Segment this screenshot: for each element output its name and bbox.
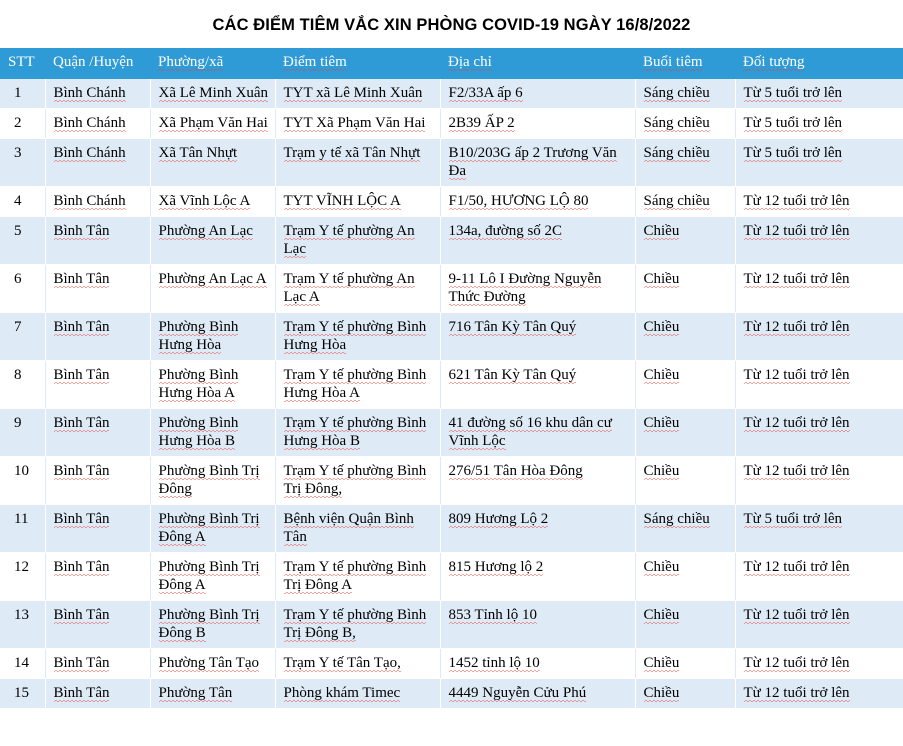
cell-site-text: Trạm Y tế phường Bình Trị Đông B, [283, 607, 427, 642]
cell-stt: 7 [0, 313, 45, 361]
cell-session-text: Chiều [643, 607, 680, 624]
column-header-target [735, 48, 903, 79]
cell-stt: 3 [0, 139, 45, 187]
cell-session-text: Sáng chiều [643, 193, 710, 210]
cell-target-text: Từ 5 tuổi trở lên [743, 145, 843, 162]
cell-district-text: Bình Chánh [53, 115, 126, 132]
cell-ward [150, 79, 275, 109]
cell-address-text: 1452 tỉnh lộ 10 [448, 655, 540, 672]
cell-session [635, 505, 735, 553]
cell-site-text: Trạm Y tế phường Bình Hưng Hòa B [283, 415, 427, 450]
cell-address-text: 809 Hương Lộ 2 [448, 511, 549, 528]
cell-session [635, 265, 735, 313]
table-row [0, 505, 903, 553]
cell-district [45, 217, 150, 265]
cell-district-text: Bình Chánh [53, 145, 126, 162]
cell-address-text: F1/50, HƯƠNG LỘ 80 [448, 193, 589, 210]
column-header-ward-text: Phường/xã [158, 54, 224, 70]
cell-target [735, 553, 903, 601]
column-header-ward [150, 48, 275, 79]
table-row [0, 217, 903, 265]
cell-site [275, 265, 440, 313]
cell-district-text: Bình Tân [53, 511, 110, 528]
cell-district [45, 649, 150, 679]
cell-target [735, 139, 903, 187]
cell-stt: 10 [0, 457, 45, 505]
cell-ward-text: Xã Lê Minh Xuân [158, 85, 269, 102]
cell-site-text: Trạm Y tế phường Bình Trị Đông A [283, 559, 427, 594]
cell-stt: 4 [0, 187, 45, 217]
cell-target-text: Từ 5 tuổi trở lên [743, 85, 843, 102]
cell-address [440, 109, 635, 139]
cell-district-text: Bình Tân [53, 223, 110, 240]
table-row [0, 679, 903, 709]
cell-ward [150, 457, 275, 505]
cell-site [275, 109, 440, 139]
cell-site [275, 409, 440, 457]
cell-site [275, 457, 440, 505]
cell-ward-text: Xã Tân Nhựt [158, 145, 238, 162]
cell-ward-text: Phường An Lạc [158, 223, 253, 240]
cell-target-text: Từ 12 tuổi trở lên [743, 271, 850, 288]
table-row [0, 265, 903, 313]
cell-stt: 11 [0, 505, 45, 553]
cell-stt: 15 [0, 679, 45, 709]
cell-ward [150, 217, 275, 265]
cell-ward-text: Phường Bình Hưng Hòa A [158, 367, 239, 402]
cell-session-text: Sáng chiều [643, 511, 710, 528]
cell-session-text: Sáng chiều [643, 115, 710, 132]
cell-session-text: Chiều [643, 223, 680, 240]
cell-site [275, 505, 440, 553]
cell-address-text: 276/51 Tân Hòa Đông [448, 463, 583, 480]
cell-address-text: 2B39 ẤP 2 [448, 115, 515, 132]
cell-ward-text: Phường Bình Hưng Hòa B [158, 415, 239, 450]
cell-ward [150, 409, 275, 457]
table-row [0, 601, 903, 649]
cell-site [275, 217, 440, 265]
cell-session [635, 601, 735, 649]
cell-address-text: 41 đường số 16 khu dân cư Vĩnh Lộc [448, 415, 612, 450]
cell-ward [150, 553, 275, 601]
cell-target [735, 361, 903, 409]
cell-session [635, 679, 735, 709]
cell-target [735, 79, 903, 109]
cell-district-text: Bình Tân [53, 655, 110, 672]
cell-target-text: Từ 12 tuổi trở lên [743, 607, 850, 624]
cell-site [275, 361, 440, 409]
cell-address [440, 361, 635, 409]
cell-session-text: Chiều [643, 271, 680, 288]
cell-site-text: Trạm Y tế phường Bình Hưng Hòa A [283, 367, 427, 402]
cell-session-text: Chiều [643, 685, 680, 702]
cell-target [735, 601, 903, 649]
cell-target-text: Từ 12 tuổi trở lên [743, 685, 850, 702]
cell-session [635, 457, 735, 505]
cell-session [635, 649, 735, 679]
cell-stt: 8 [0, 361, 45, 409]
cell-ward [150, 679, 275, 709]
cell-site-text: Trạm Y tế phường An Lạc [283, 223, 415, 258]
table-row [0, 649, 903, 679]
cell-target-text: Từ 5 tuổi trở lên [743, 511, 843, 528]
cell-target-text: Từ 12 tuổi trở lên [743, 415, 850, 432]
cell-ward [150, 601, 275, 649]
column-header-district: Quận /Huyện [45, 48, 150, 79]
cell-site [275, 553, 440, 601]
cell-ward-text: Phường Tân [158, 685, 233, 702]
cell-district-text: Bình Tân [53, 271, 110, 288]
cell-target-text: Từ 12 tuổi trở lên [743, 367, 850, 384]
cell-session-text: Chiều [643, 655, 680, 672]
cell-ward [150, 505, 275, 553]
cell-ward-text: Phường Tân Tạo [158, 655, 260, 672]
cell-target-text: Từ 12 tuổi trở lên [743, 559, 850, 576]
table-row [0, 361, 903, 409]
cell-site [275, 649, 440, 679]
cell-target [735, 409, 903, 457]
cell-district [45, 313, 150, 361]
cell-site-text: Bệnh viện Quận Bình Tân [283, 511, 414, 546]
cell-site-text: Trạm Y tế phường Bình Trị Đông, [283, 463, 427, 498]
cell-address-text: 134a, đường số 2C [448, 223, 563, 240]
cell-ward [150, 265, 275, 313]
cell-district-text: Bình Chánh [53, 85, 126, 102]
cell-address-text: F2/33A ấp 6 [448, 85, 523, 102]
cell-ward-text: Xã Vĩnh Lộc A [158, 193, 251, 210]
cell-target [735, 505, 903, 553]
cell-address-text: 9-11 Lô I Đường Nguyễn Thức Đường [448, 271, 602, 306]
cell-ward [150, 361, 275, 409]
cell-ward-text: Phường Bình Hưng Hòa [158, 319, 239, 354]
cell-target-text: Từ 12 tuổi trở lên [743, 319, 850, 336]
cell-district-text: Bình Tân [53, 415, 110, 432]
cell-session [635, 409, 735, 457]
cell-address [440, 139, 635, 187]
cell-district-text: Bình Tân [53, 559, 110, 576]
cell-district [45, 679, 150, 709]
cell-target [735, 649, 903, 679]
cell-session [635, 109, 735, 139]
cell-address [440, 217, 635, 265]
cell-district [45, 139, 150, 187]
cell-session-text: Sáng chiều [643, 85, 710, 102]
cell-session [635, 79, 735, 109]
table-header-row [0, 48, 903, 79]
cell-site-text: TYT VĨNH LỘC A [283, 193, 401, 210]
vaccination-sites-table [0, 48, 903, 709]
cell-site-text: Trạm Y tế phường An Lạc A [283, 271, 415, 306]
cell-ward [150, 313, 275, 361]
cell-target [735, 265, 903, 313]
cell-ward-text: Phường Bình Trị Đông [158, 463, 260, 498]
cell-site-text: Phòng khám Timec [283, 685, 401, 702]
cell-target-text: Từ 12 tuổi trở lên [743, 223, 850, 240]
table-body [0, 79, 903, 709]
cell-site-text: TYT xã Lê Minh Xuân [283, 85, 423, 102]
cell-stt: 9 [0, 409, 45, 457]
cell-target [735, 457, 903, 505]
cell-target [735, 313, 903, 361]
cell-session [635, 139, 735, 187]
cell-district [45, 457, 150, 505]
cell-stt: 2 [0, 109, 45, 139]
cell-address [440, 601, 635, 649]
cell-ward-text: Phường Bình Trị Đông B [158, 607, 260, 642]
cell-target-text: Từ 5 tuổi trở lên [743, 115, 843, 132]
cell-district [45, 109, 150, 139]
table-row [0, 139, 903, 187]
cell-target [735, 187, 903, 217]
cell-target-text: Từ 12 tuổi trở lên [743, 463, 850, 480]
column-header-session [635, 48, 735, 79]
cell-site [275, 139, 440, 187]
cell-session-text: Chiều [643, 319, 680, 336]
cell-address [440, 187, 635, 217]
cell-address-text: 4449 Nguyễn Cửu Phú [448, 685, 587, 702]
cell-session-text: Chiều [643, 463, 680, 480]
cell-stt: 14 [0, 649, 45, 679]
table-row [0, 109, 903, 139]
cell-address [440, 679, 635, 709]
cell-session [635, 313, 735, 361]
cell-address-text: B10/203G ấp 2 Trương Văn Đa [448, 145, 617, 180]
cell-address [440, 409, 635, 457]
column-header-address-text: Địa chỉ [448, 54, 492, 70]
cell-district-text: Bình Chánh [53, 193, 126, 210]
cell-site [275, 601, 440, 649]
table-row [0, 187, 903, 217]
table-row [0, 313, 903, 361]
cell-target [735, 679, 903, 709]
column-header-stt: STT [0, 48, 45, 79]
cell-session [635, 217, 735, 265]
cell-district [45, 187, 150, 217]
cell-district-text: Bình Tân [53, 685, 110, 702]
cell-address-text: 815 Hương lộ 2 [448, 559, 544, 576]
table-row [0, 79, 903, 109]
cell-site [275, 79, 440, 109]
table-row [0, 553, 903, 601]
cell-address [440, 457, 635, 505]
column-header-site-text: Điểm tiêm [283, 54, 347, 70]
cell-district-text: Bình Tân [53, 319, 110, 336]
table-row [0, 457, 903, 505]
cell-district [45, 553, 150, 601]
cell-address [440, 79, 635, 109]
cell-session-text: Chiều [643, 367, 680, 384]
column-header-target-text: Đối tượng [743, 54, 805, 70]
cell-site-text: Trạm y tế xã Tân Nhựt [283, 145, 421, 162]
cell-district-text: Bình Tân [53, 607, 110, 624]
cell-ward [150, 187, 275, 217]
cell-stt: 6 [0, 265, 45, 313]
cell-district-text: Bình Tân [53, 367, 110, 384]
cell-stt: 1 [0, 79, 45, 109]
cell-district [45, 505, 150, 553]
cell-address [440, 505, 635, 553]
cell-district [45, 361, 150, 409]
cell-address [440, 265, 635, 313]
cell-stt: 13 [0, 601, 45, 649]
cell-ward-text: Xã Phạm Văn Hai [158, 115, 268, 132]
cell-district-text: Bình Tân [53, 463, 110, 480]
cell-site-text: Trạm Y tế phường Bình Hưng Hòa [283, 319, 427, 354]
cell-address-text: 853 Tỉnh lộ 10 [448, 607, 537, 624]
cell-site [275, 679, 440, 709]
cell-session-text: Chiều [643, 559, 680, 576]
cell-district [45, 409, 150, 457]
cell-district [45, 79, 150, 109]
page-title: CÁC ĐIỂM TIÊM VẮC XIN PHÒNG COVID-19 NGÀY 16/8/2022 [212, 16, 691, 34]
column-header-site [275, 48, 440, 79]
cell-site-text: TYT Xã Phạm Văn Hai [283, 115, 426, 132]
cell-address-text: 716 Tân Kỳ Tân Quý [448, 319, 577, 336]
column-header-session-text: Buổi tiêm [643, 54, 703, 70]
cell-session [635, 553, 735, 601]
cell-ward-text: Phường An Lạc A [158, 271, 267, 288]
cell-ward [150, 139, 275, 187]
cell-target [735, 217, 903, 265]
cell-ward [150, 649, 275, 679]
cell-target-text: Từ 12 tuổi trở lên [743, 655, 850, 672]
cell-address-text: 621 Tân Kỳ Tân Quý [448, 367, 577, 384]
cell-site [275, 313, 440, 361]
table-header [0, 48, 903, 79]
cell-address [440, 553, 635, 601]
column-header-address [440, 48, 635, 79]
cell-district [45, 265, 150, 313]
cell-stt: 12 [0, 553, 45, 601]
cell-session-text: Chiều [643, 415, 680, 432]
cell-target-text: Từ 12 tuổi trở lên [743, 193, 850, 210]
cell-site-text: Trạm Y tế Tân Tạo, [283, 655, 401, 672]
cell-district [45, 601, 150, 649]
cell-ward-text: Phường Bình Trị Đông A [158, 559, 260, 594]
cell-site [275, 187, 440, 217]
cell-session-text: Sáng chiều [643, 145, 710, 162]
cell-address [440, 313, 635, 361]
cell-ward-text: Phường Bình Trị Đông A [158, 511, 260, 546]
cell-target [735, 109, 903, 139]
cell-session [635, 361, 735, 409]
cell-address [440, 649, 635, 679]
cell-ward [150, 109, 275, 139]
table-row [0, 409, 903, 457]
cell-session [635, 187, 735, 217]
cell-stt: 5 [0, 217, 45, 265]
